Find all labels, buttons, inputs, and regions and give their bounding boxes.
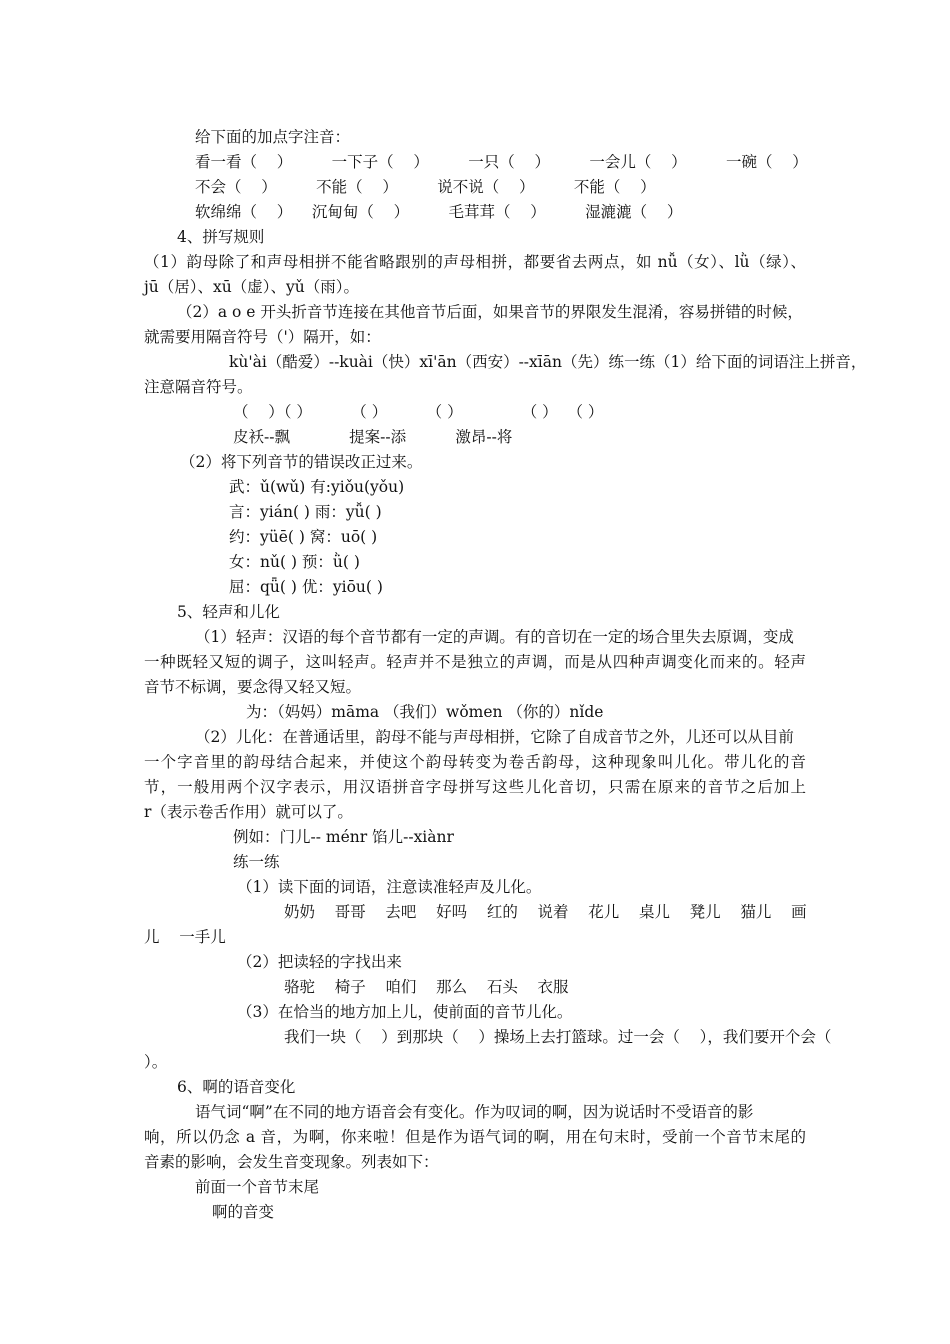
exercise-heading: （2）把读轻的字找出来 — [237, 953, 402, 971]
correction-row: 女：nǔ( ) 预：ǜ( ) — [229, 553, 360, 571]
table-header: 前面一个音节末尾 — [195, 1178, 320, 1196]
example-line: kù'ài（酷爱）--kuài（快）xī'ān（西安）--xīān（先）练一练（1）给下面的词语注上拼音， — [229, 353, 867, 371]
sentence-line: 我们一块（ ）到那块（ ）操场上去打篮球。过一会（ ），我们要开个会（ — [284, 1028, 832, 1046]
exercise-heading: （2）将下列音节的错误改正过来。 — [180, 453, 423, 471]
paragraph-line: 就需要用隔音符号（'）隔开，如： — [144, 328, 381, 346]
paragraph-line: 节，一般用两个汉字表示，用汉语拼音字母拼写这些儿化音切，只需在原来的音节之后加上 — [144, 778, 806, 796]
example-line: 例如：门儿-- ménr 馅儿--xiànr — [233, 828, 454, 846]
word-row: 奶奶 哥哥 去吧 好吗 红的 说着 花儿 桌儿 凳儿 猫儿 画 — [284, 903, 807, 921]
example-line: 为：（妈妈）māma （我们）wǒmen （你的）nǐde — [246, 703, 604, 721]
exercise-row-1: 看一看（ ） 一下子（ ） 一只（ ） 一会儿（ ） 一碗（ ） — [195, 153, 808, 171]
paragraph-line: jū（居）、xū（虚）、yǔ（雨）。 — [144, 278, 360, 296]
paragraph-line: r（表示卷舌作用）就可以了。 — [144, 803, 353, 821]
table-header: 啊的音变 — [212, 1203, 275, 1221]
correction-row: 武：ǔ(wǔ) 有:yiǒu(yǒu) — [229, 478, 405, 496]
paragraph-line: （2）a o e 开头折音节连接在其他音节后面，如果音节的界限发生混淆，容易拼错的时候， — [177, 303, 803, 321]
exercise-heading: （3）在恰当的地方加上儿，使前面的音节儿化。 — [237, 1003, 573, 1021]
section-heading-5: 5、轻声和儿化 — [177, 603, 280, 621]
paragraph-line: 一种既轻又短的调子，这叫轻声。轻声并不是独立的声调，而是从四种声调变化而来的。轻声 — [144, 653, 806, 671]
exercise-heading: （1）读下面的词语，注意读准轻声及儿化。 — [237, 878, 542, 896]
instruction-annotate: 给下面的加点字注音： — [195, 128, 351, 146]
section-heading-6: 6、啊的语音变化 — [177, 1078, 296, 1096]
section-heading-4: 4、拼写规则 — [177, 228, 265, 246]
paragraph-line: （1）轻声：汉语的每个音节都有一定的声调。有的音切在一定的场合里失去原调，变成 — [195, 628, 794, 646]
paragraph-line: 一个字音里的韵母结合起来，并使这个韵母转变为卷舌韵母，这种现象叫儿化。带儿化的音 — [144, 753, 806, 771]
paragraph-line: 语气词“啊”在不同的地方语音会有变化。作为叹词的啊，因为说话时不受语音的影 — [195, 1103, 754, 1121]
practice-heading: 练一练 — [233, 853, 280, 871]
word-row: 皮袄--飘 提案--添 激昂--将 — [233, 428, 513, 446]
word-row: 儿 一手儿 — [144, 928, 226, 946]
word-row: 骆驼 椅子 咱们 那么 石头 衣服 — [284, 978, 569, 996]
correction-row: 言：yián( ) 雨：yǚ( ) — [229, 503, 382, 521]
paragraph-line: 音素的影响，会发生音变现象。列表如下： — [144, 1153, 439, 1171]
exercise-row-2: 不会（ ） 不能（ ） 说不说（ ） 不能（ ） — [195, 178, 656, 196]
correction-row: 屈：qǖ( ) 优：yiōu( ) — [229, 578, 383, 596]
exercise-row-3: 软绵绵（ ） 沉甸甸（ ） 毛茸茸（ ） 湿漉漉（ ） — [195, 203, 683, 221]
paragraph-line: 注意隔音符号。 — [144, 378, 253, 396]
paragraph-line: 音节不标调，要念得又轻又短。 — [144, 678, 362, 696]
paragraph-line: （2）儿化：在普通话里，韵母不能与声母相拼，它除了自成音节之外，儿还可以从目前 — [195, 728, 794, 746]
paragraph-line: （1）韵母除了和声母相拼不能省略跟别的声母相拼，都要省去两点，如 nǚ（女）、lǜ（绿）、 — [144, 253, 806, 271]
blank-row: （ ）（ ） （ ） （ ） （ ） （ ） — [233, 403, 604, 421]
sentence-line: ）。 — [144, 1053, 168, 1071]
correction-row: 约：yüē( ) 窝：uō( ) — [229, 528, 378, 546]
paragraph-line: 响，所以仍念 a 音，为啊，你来啦！但是作为语气词的啊，用在句末时，受前一个音节末尾的 — [144, 1128, 806, 1146]
